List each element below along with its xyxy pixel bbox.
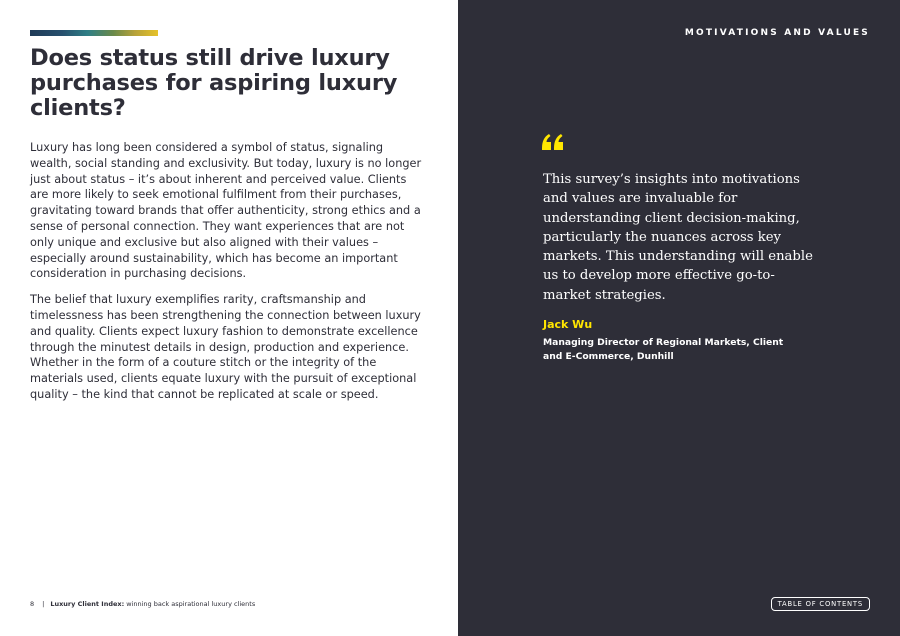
quote-author-title: Managing Director of Regional Markets, Client and E-Commerce, Dunhill — [543, 337, 784, 362]
section-label: MOTIVATIONS AND VALUES — [684, 28, 870, 38]
body-paragraph: Luxury has long been considered a symbol of status, signaling wealth, social standing and exclusivity. But today, luxury is no longer just about status – it’s about inherent and perceived value. Clients are more likely to seek emotional fulfilment from their purchases, gravitating toward brands that offer authenticity, strong ethics and a sense of personal connection. They want experiences that are not only unique and exclusive but also aligned with their values – especially around sustainability, which has become an important consideration in purchasing decisions. — [30, 141, 422, 281]
right-page — [458, 0, 900, 636]
table-of-contents-button[interactable]: TABLE OF CONTENTS — [771, 597, 870, 611]
page-title: Does status still drive luxury purchases for aspiring luxury clients? — [30, 45, 398, 121]
quote-author-name: Jack Wu — [543, 318, 593, 331]
publication-subtitle: winning back aspirational luxury clients — [126, 600, 256, 608]
body-text — [30, 140, 425, 413]
body-paragraph: The belief that luxury exemplifies rarity, craftsmanship and timelessness has been strengthening the connection between luxury and quality. Clients expect luxury fashion to demonstrate excellence through the minutest details in design, production and experience. Whether in the form of a couture stitch or the integrity of the materials used, clients equate luxury with the pursuit of exceptional quality – the kind that cannot be replicated at scale or speed. — [30, 293, 421, 401]
open-double-quote-icon — [540, 130, 566, 156]
page-footer — [30, 600, 255, 608]
publication-title: Luxury Client Index: — [50, 600, 125, 608]
pull-quote: This survey’s insights into motivations and values are invaluable for understanding client decision-making, particularly the nuances across key markets. This understanding will enable us to develop more effective go-to-market strategies. — [543, 172, 813, 303]
footer-separator: | — [42, 600, 45, 608]
page-number: 8 — [30, 600, 35, 608]
gradient-accent-bar — [30, 30, 158, 36]
